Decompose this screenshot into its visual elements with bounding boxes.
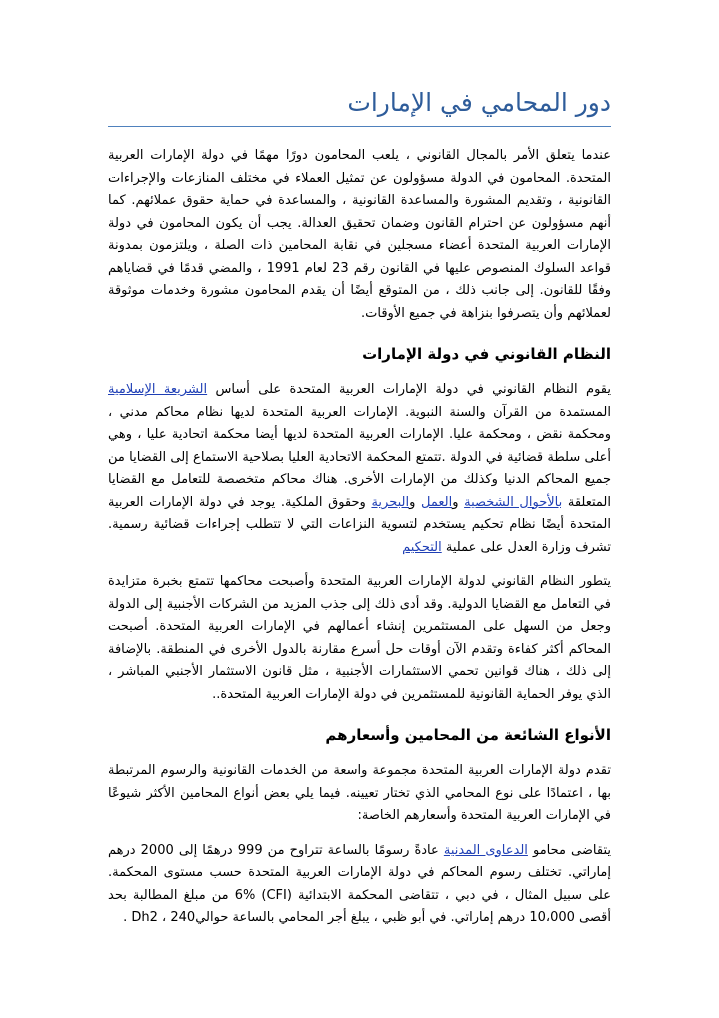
section-heading-legal-system: النظام القانوني في دولة الإمارات xyxy=(362,345,611,363)
link-labor[interactable]: العمل xyxy=(420,494,453,510)
lawyer-types-paragraph-2 xyxy=(108,840,611,930)
legal-system-paragraph-2: يتطور النظام القانوني لدولة الإمارات العربية المتحدة وأصبحت محاكمها تتمتع بخبرة متزايدة في التعامل مع القضايا الدولية. وقد أدى ذلك إلى جذب المزيد من الشركات الأجنبية إلى الدولة وجعل من السهل على المستثمرين إنشاء أعمالهم في الإمارات العربية المتحدة. أصبحت المحاكم أكثر كفاءة وتقدم الآن أوقات حل أسرع مقارنة بالدول الأخرى في المنطقة. بالإضافة إلى ذلك ، هناك قوانين تحمي الاستثمارات الأجنبية ، مثل قانون الاستثمار الأجنبي المباشر ، الذي يوفر الحماية القانونية للمستثمرين في دولة الإمارات العربية المتحدة.. xyxy=(108,574,611,702)
link-islamic-sharia[interactable]: الشريعة الإسلامية xyxy=(108,382,208,397)
text-run: و xyxy=(409,494,421,510)
link-arbitration[interactable]: التحكيم xyxy=(402,539,442,555)
legal-system-paragraph-1 xyxy=(108,379,611,559)
text-run: المستمدة من القرآن والسنة النبوية. الإمارات العربية المتحدة لديها نظام محاكم مدني ، ومحكمة نقض ، ومحكمة عليا. الإمارات العربية المتحدة لديها أيضا محكمة اتحادية عليا ، وهي أعلى سلطة قضائية في الدولة .تتمتع المحكمة الاتحادية العليا بصلاحية الاستماع إلى القضايا من جميع المحاكم الدنيا وكذلك من الإمارات الأخرى. هناك محاكم متخصصة للتعامل مع القضايا المتعلقة xyxy=(108,404,611,510)
text-run: يتقاضى محامو xyxy=(527,842,611,858)
intro-paragraph: عندما يتعلق الأمر بالمجال القانوني ، يلعب المحامون دورًا مهمًا في دولة الإمارات العربية المتحدة. المحامون في الدولة مسؤولون عن تمثيل العملاء في مختلف المنازعات والإجراءات القانونية ، وتقديم المشورة والمساعدة القانونية ، والمساعدة في حماية حقوق عملائهم. كما أنهم مسؤولون عن احترام القانون وضمان تحقيق العدالة. يجب أن يكون المحامون في دولة الإمارات العربية المتحدة أعضاء مسجلين في نقابة المحامين ذات الصلة ، ويلتزمون بمدونة قواعد السلوك المنصوص عليها في القانون رقم 23 لعام 1991 ، والمضي قدمًا في قضاياهم وفقًا للقانون. إلى جانب ذلك ، من المتوقع أيضًا أن يقدم المحامون مشورة وخدمات موثوقة لعملائهم وأن يتصرفوا بنزاهة في جميع الأوقات. xyxy=(108,148,611,321)
page-title: دور المحامي في الإمارات xyxy=(347,88,611,117)
link-maritime[interactable]: البحرية xyxy=(371,494,410,510)
link-personal-status[interactable]: بالأحوال الشخصية xyxy=(464,494,563,510)
title-divider xyxy=(108,126,611,127)
link-civil-litigation[interactable]: الدعاوى المدنية xyxy=(443,842,528,858)
text-run: يقوم النظام القانوني في دولة الإمارات العربية المتحدة على أساس xyxy=(207,382,611,397)
text-run: و xyxy=(452,494,465,510)
lawyer-types-paragraph-1: تقدم دولة الإمارات العربية المتحدة مجموعة واسعة من الخدمات القانونية والرسوم المرتبطة بها ، اعتمادًا على نوع المحامي الذي تختار تعيينه. فيما يلي بعض أنواع المحامين الأكثر شيوعًا في الإمارات العربية المتحدة وأسعارهم الخاصة: xyxy=(108,763,611,823)
section-heading-lawyer-types: الأنواع الشائعة من المحامين وأسعارهم xyxy=(325,726,611,744)
text-run: وحقوق الملكية. يوجد في دولة الإمارات العربية المتحدة أيضًا نظام تحكيم يستخدم لتسوية النزاعات التي لا تتطلب إجراءات قضائية رسمية. تشرف وزارة العدل على عملية xyxy=(108,494,611,555)
text-run: عادةً رسومًا بالساعة تتراوح من 999 درهمًا إلى 2000 درهم إماراتي. تختلف رسوم المحاكم في دولة الإمارات العربية المتحدة حسب مستوى المحكمة. على سبيل المثال ، في دبي ، تتقاضى المحكمة الابتدائية (CFI) 6% من مبلغ المطالبة بحد أقصى 10،000 درهم إماراتي. في أبو ظبي ، يبلغ أجر المحامي بالساعة حوالي240 ، Dh2 . xyxy=(108,842,611,925)
